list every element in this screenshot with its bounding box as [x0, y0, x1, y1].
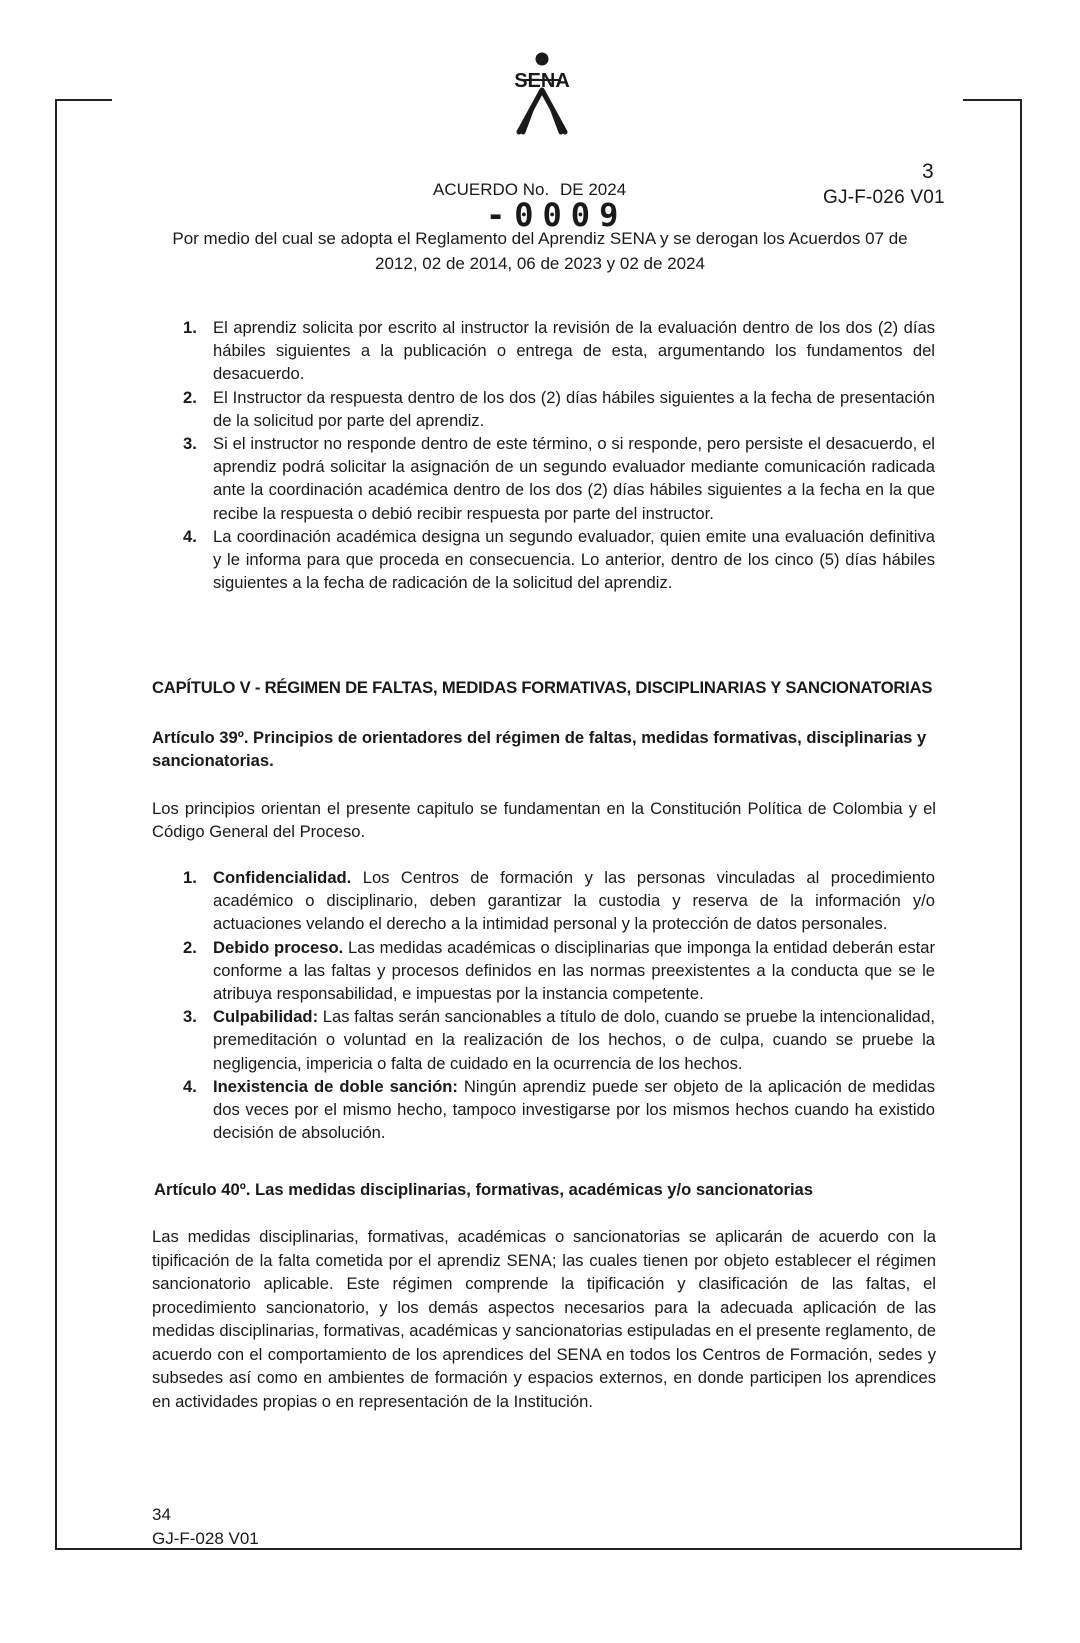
article-40-title: Artículo 40º. Las medidas disciplinarias, formativas, académicas y/o sancionatorias [154, 1180, 814, 1199]
logo-text: SENA [514, 70, 570, 92]
principles-list [183, 866, 935, 1144]
list-item: 4. La coordinación académica designa un segundo evaluador, quien emite una evaluación definitiva y le informa para que proceda en consecuencia. Lo anterior, dentro de los cinco (5) días hábiles siguientes a la fecha de radicación de la solicitud del aprendiz. [183, 526, 935, 593]
list-item: 1. El aprendiz solicita por escrito al instructor la revisión de la evaluación dentro de los dos (2) días hábiles siguientes a la publicación o entrega de esta, argumentando los fundamentos del desacuerdo. [183, 318, 935, 384]
page-corner-number: 3 [922, 160, 934, 183]
list-item: 3. Si el instructor no responde dentro de este término, o si responde, pero persiste el desacuerdo, el aprendiz podrá solicitar la asignación de un segundo evaluador mediante comunicación radicada ante la coordinación académica dentro de los dos (2) días hábiles siguientes a la fecha en la que recibe la respuesta o debió recibir respuesta por parte del instructor. [183, 434, 935, 523]
footer-form-code: GJ-F-028 V01 [152, 1529, 259, 1548]
acuerdo-label: ACUERDO No. [433, 180, 550, 199]
footer-page-number: 34 [152, 1505, 171, 1524]
frame-top-right-line [963, 99, 1022, 101]
article-40-body: Las medidas disciplinarias, formativas, académicas o sancionatorias se aplicarán de acuerdo con la tipificación de la falta cometida por el aprendiz SENA; las cuales tienen por objeto establecer el régimen sancionatorio aplicable. Este régimen comprende la tipificación y clasificación de las faltas, el procedimiento sancionatorio, y los demás aspectos necesarios para la adecuada aplicación de las medidas disciplinarias, formativas, académicas y sancionatorias estipuladas en el presente reglamento, de acuerdo con el comportamiento de los aprendices del SENA en todos los Centros de Formación, sedes y subsedes así como en ambientes de formación y espacios externos, en donde participen los aprendices en actividades propias o en representación de la Institución. [152, 1227, 937, 1411]
list-item: 3. Culpabilidad: Las faltas serán sancionables a título de dolo, cuando se pruebe la intencionalidad, premeditación o voluntad en la realización de los hechos, o de culpa, cuando se pruebe la negligencia, impericia o falta de cuidado en la ocurrencia de los hechos. [183, 1007, 935, 1073]
chapter-title: CAPÍTULO V - RÉGIMEN DE FALTAS, MEDIDAS FORMATIVAS, DISCIPLINARIAS Y SANCIONATORIAS [152, 678, 933, 697]
document-subtitle: Por medio del cual se adopta el Reglamento del Aprendiz SENA y se derogan los Acuerdos 07 de 2012, 02 de 2014, 06 de 2023 y 02 de 2024 [172, 229, 908, 273]
acuerdo-number-stamp: -0009 [486, 196, 628, 234]
frame-top-left-line [55, 99, 112, 101]
list-item: 2. El Instructor da respuesta dentro de los dos (2) días hábiles siguientes a la fecha de presentación de la solicitud por parte del aprendiz. [183, 387, 935, 430]
article-39-title: Artículo 39º. Principios de orientadores del régimen de faltas, medidas formativas, disciplinarias y sancionatorias. [152, 728, 927, 771]
sena-logo [493, 50, 591, 140]
article-39-intro: Los principios orientan el presente capitulo se fundamentan en la Constitución Política de Colombia y el Código General del Proceso. [152, 799, 936, 842]
list-item: 2. Debido proceso. Las medidas académicas o disciplinarias que imponga la entidad deberán estar conforme a las faltas y procesos definidos en las normas preexistentes a la conducta que se le atribuya responsabilidad, e impuestas por la instancia competente. [183, 937, 935, 1004]
list-item: 4. Inexistencia de doble sanción: Ningún aprendiz puede ser objeto de la aplicación de medidas dos veces por el mismo hecho, tampoco investigarse por los mismos hechos cuando ha existido decisión de absolución. [183, 1076, 935, 1143]
procedure-list [183, 316, 935, 594]
acuerdo-year: DE 2024 [560, 180, 627, 199]
list-item: 1. Confidencialidad. Los Centros de formación y las personas vinculadas al procedimiento académico o disciplinario, deben garantizar la custodia y reserva de la información y/o actuaciones velando el derecho a la intimidad personal y la protección de datos personales. [183, 868, 935, 934]
frame-right-line [1020, 99, 1022, 1549]
document-code: GJ-F-026 V01 [823, 187, 945, 208]
frame-left-line [55, 99, 57, 1549]
